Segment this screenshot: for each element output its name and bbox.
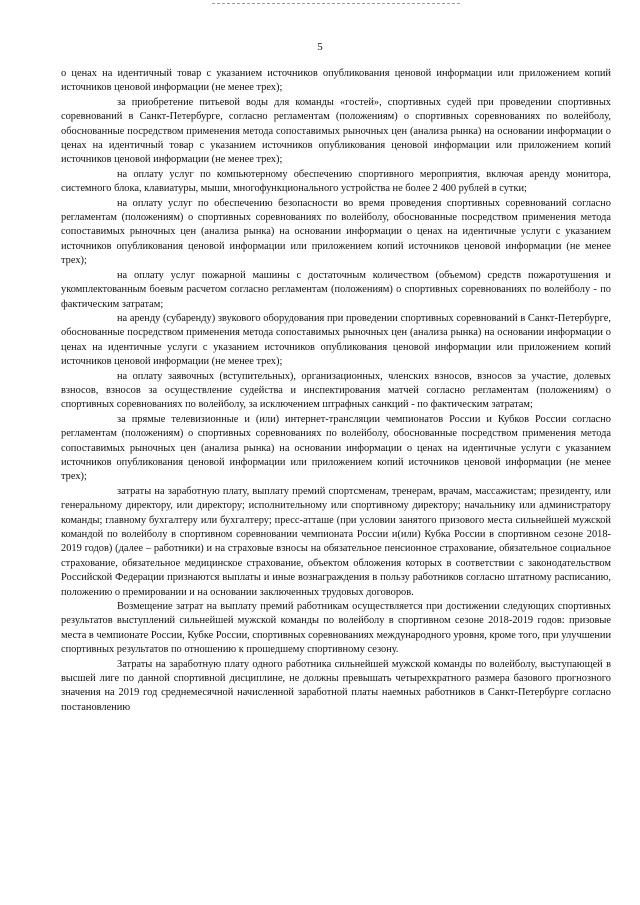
paragraph-broadcasts: за прямые телевизионные и (или) интернет-трансляции чемпионатов России и Кубков России согласно регламентам (положениям) о спортивных соревнованиях по волейболу, обоснованные посредством применения метода сопоставимых рыночных цен (анализа рынка) на основании информации о ценах на идентичные услуги с указанием источников опубликования ценовой информации или приложением копий источников ценовой информации (не менее трех); [61,413,611,483]
page-number: 5 [317,41,323,53]
paragraph-sound-equipment: на аренду (субаренду) звукового оборудования при проведении спортивных соревнований в Санкт-Петербурге, обоснованные посредством применения метода сопоставимых рыночных цен (анализа рынка) на основании информации о ценах на идентичные услуги с указанием источников опубликования ценовой информации или приложением копий источников ценовой информации (не менее трех); [61,312,611,368]
document-body [61,67,611,715]
paragraph-computer-support: на оплату услуг по компьютерному обеспечению спортивного мероприятия, включая аренду монитора, системного блока, клавиатуры, мыши, многофункционального устройства не более 2 400 рублей в сутки; [61,168,611,195]
paragraph-fire-engine: на оплату услуг пожарной машины с достаточным количеством (объемом) средств пожаротушения и укомплектованным боевым расчетом согласно регламентам (положениям) о спортивных соревнованиях по волейболу - по фактическим затратам; [61,269,611,310]
paragraph-continuation: о ценах на идентичный товар с указанием источников опубликования ценовой информации или приложением копий источников ценовой информации (не менее трех); [61,68,611,94]
paragraph-security: на оплату услуг по обеспечению безопасности во время проведения спортивных соревнований согласно регламентам (положениям) о спортивных соревнованиях по волейболу, обоснованные посредством применения метода сопоставимых рыночных цен (анализа рынка) на основании информации о ценах на идентичные услуги с указанием источников опубликования ценовой информации или приложением копий источников ценовой информации (не менее трех); [61,197,611,267]
paragraph-salaries: затраты на заработную плату, выплату премий спортсменам, тренерам, врачам, массажистам; президенту, или генеральному директору, или директору; исполнительному или спортивному директору; начальнику или администратору команды; главному бухгалтеру или бухгалтеру; пресс-атташе (при условии занятого призового места сильнейшей мужской командой по волейболу в спортивном соревновании чемпионата России и(или) Кубка России в спортивном сезоне 2018-2019 годов) (далее – работники) и на страховые взносы на обязательное пенсионное страхование, обязательное социальное страхование, обязательное медицинское страхование, объектом обложения которых в соответствии с законодательством Российской Федерации признаются выплаты и иные вознаграждения в пользу работников согласно штатному расписанию, положению о премировании и на основании заключенных трудовых договоров. [61,485,611,598]
paragraph-fees: на оплату заявочных (вступительных), организационных, членских взносов, взносов за участие, долевых взносов, взносов за осуществление судейства и инспектирования матчей согласно регламентам (положениям) о спортивных соревнованиях по волейболу, за исключением штрафных санкций - по фактическим затратам; [61,370,611,411]
paragraph-salary-limit: Затраты на заработную плату одного работника сильнейшей мужской команды по волейболу, выступающей в высшей лиге по данной спортивной дисциплине, не должны превышать четырехкратного размера базового прогнозного значения на 2019 год среднемесячной начисленной заработной платы наемных работников в Санкт-Петербурге согласно постановлению [61,658,611,713]
paragraph-bonuses: Возмещение затрат на выплату премий работникам осуществляется при достижении следующих спортивных результатов выступлений сильнейшей мужской команды по волейболу в спортивном сезоне 2018-2019 годов: призовые места в чемпионате России, Кубке России, спортивных соревнованиях международного уровня, кроме того, при улучшении спортивных результатов по отношению к прошедшему спортивному сезону. [61,601,612,656]
paragraph-drinking-water: за приобретение питьевой воды для команды «гостей», спортивных судей при проведении спортивных соревнований в Санкт-Петербурге, согласно регламентам (положениям) о спортивных соревнованиях по волейболу, обоснованные посредством применения метода сопоставимых рыночных цен (анализа рынка) на основании информации о ценах на идентичный товар с указанием источников опубликования ценовой информации или приложением копий источников ценовой информации (не менее трех); [61,96,611,166]
top-divider [212,3,460,4]
